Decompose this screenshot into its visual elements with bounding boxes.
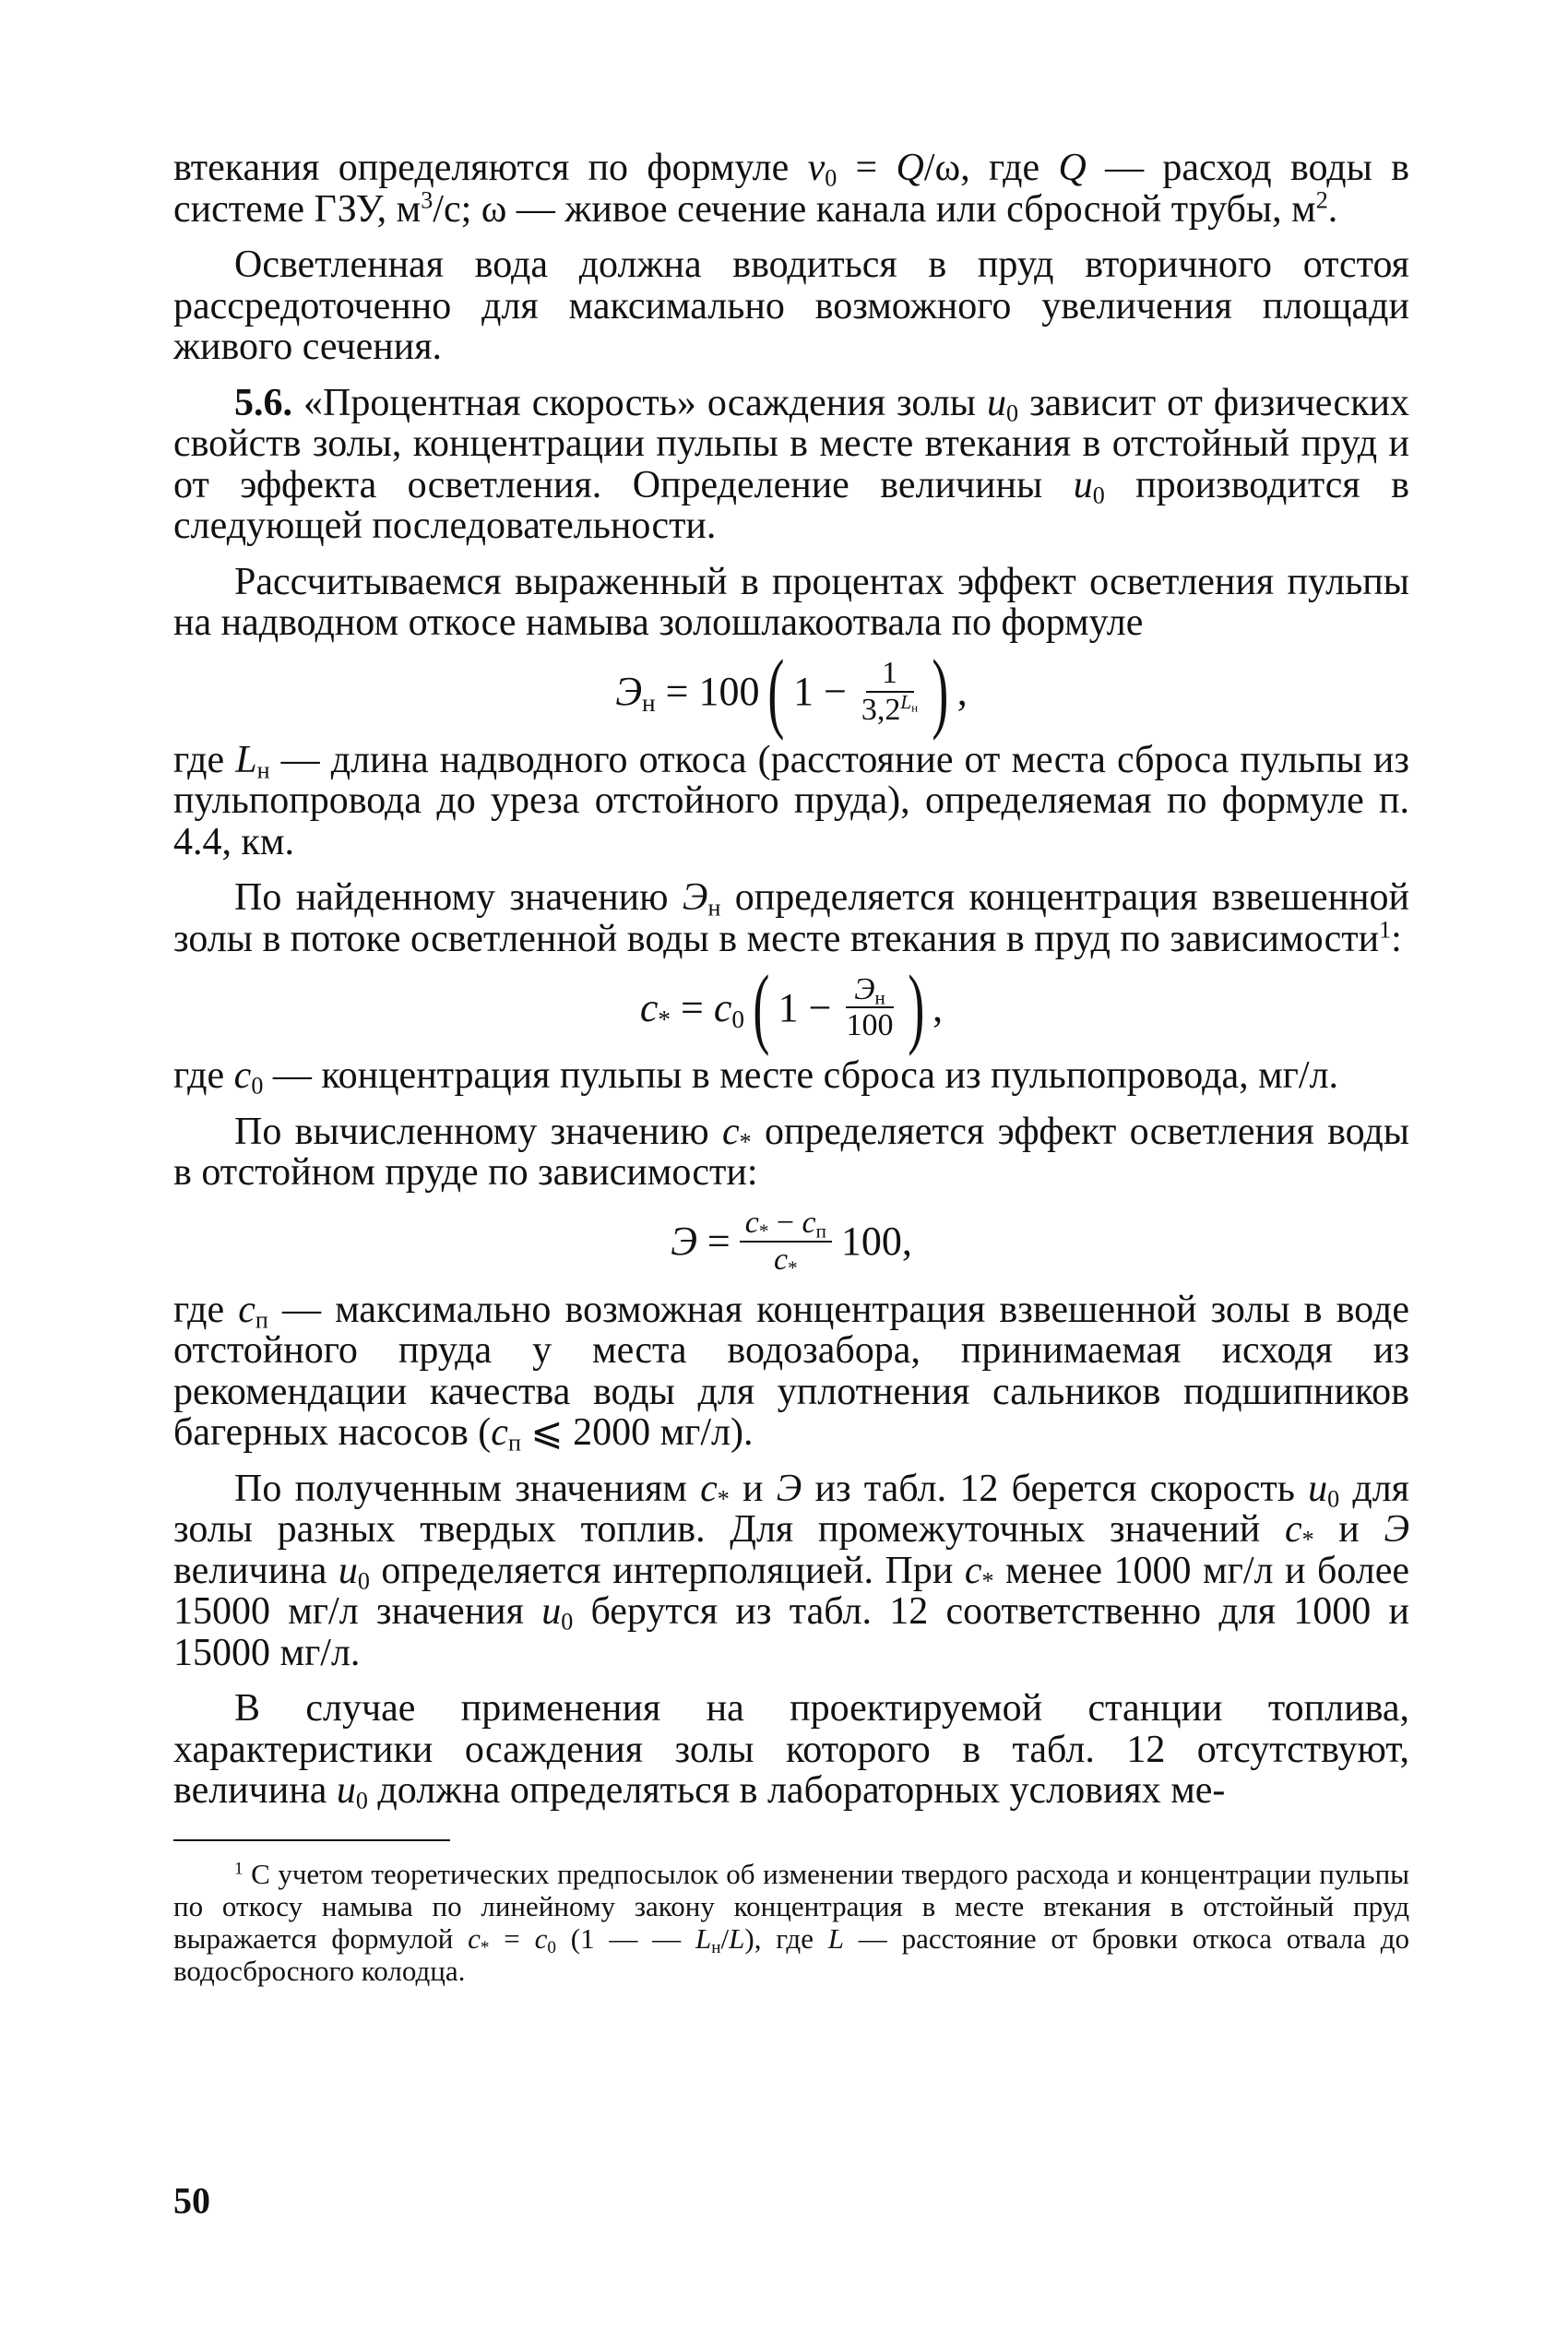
formula-clarification-effect: $Э_н = 100$ ( 1 − $\frac{1}{3,2^{L_н}}$ ) , [615, 641, 968, 742]
fraction: $\frac{Э_н}{100}$ [846, 971, 894, 1042]
paragraph-table-12: По полученным значениям $c_*$ и Э из табл. 12 берется скорость $u_0$ для золы разных твердых топлив. Для промежуточных значений $c_*$ и Э величина $u_0$ определяется интерполяцией. При $c_*$ менее 1000 мг/л и более 15000 мг/л значения $u_0$ берутся из табл. 12 соответственно для 1000 и 15000 мг/л. [173, 1467, 1410, 1674]
paragraph-concentration: По найденному значению $Э_н$ определяется концентрация взвешенной золы в потоке осветленной воды в месте втекания в пруд по зависимости$^1$: [173, 876, 1409, 960]
page-number: 50 [173, 2180, 210, 2221]
paragraph-clarification-effect: Рассчитываемся выраженный в процентах эффект осветления пульпы на надводном откосе намыва золошлакоотвала по формуле [173, 560, 1409, 644]
paragraph-slope-length: где $L_н$ — длина надводного откоса (расстояние от места сброса пульпы из пульпопровода до уреза отстойного пруда), определяемая по формуле п. 4.4, км. [173, 738, 1409, 863]
formula-concentration: $c_* = c_0$ ( 1 − $\frac{Э_н}{100}$ ) , [639, 957, 944, 1057]
footnote-divider [173, 1839, 450, 1841]
paragraph-new-fuel: В случае применения на проектируемой станции топлива, характеристики осаждения золы которого в табл. 12 отсутствуют, величина $u_0$ должна определяться в лабораторных условиях ме- [173, 1687, 1409, 1814]
footnote: $^1$ С учетом теоретических предпосылок об изменении твердого расхода и концентрации пульпы по откосу намыва по линейному закону концентрация в месте втекания в отстойный пруд выражается формулой $c_* = c_0$ (1 — — $L_н/L$), где L — расстояние от бровки откоса отвала до водосбросного колодца. [173, 1857, 1410, 1987]
paragraph-clarified-water: Осветленная вода должна вводиться в пруд вторичного отстоя рассредоточенно для максимально возможного увеличения площади живого сечения. [173, 244, 1409, 368]
formula-pond-effect: Э = $\frac{c_* - c_п}{c_*}$ 100, [671, 1206, 912, 1279]
paragraph-clarification-pond: По вычисленному значению $c_*$ определяется эффект осветления воды в отстойном пруде по зависимости: [173, 1110, 1410, 1194]
fraction: $\frac{c_* - c_п}{c_*}$ [740, 1206, 832, 1277]
paragraph-flow-velocity: втекания определяются по формуле $v_0 = Q/\omega$, где Q — расход воды в системе ГЗУ, $м^3/с$; ω — живое сечение канала или сбросной трубы, $м^2$. [173, 147, 1410, 231]
paragraph-c0-definition: где $c_0$ — концентрация пульпы в месте сброса из пульпопровода, мг/л. [173, 1054, 1339, 1100]
paragraph-cp-definition: где $c_п$ — максимально возможная концентрация взвешенной золы в воде отстойного пруда у места водозабора, принимаемая исходя из рекомендации качества воды для уплотнения сальников подшипников багерных насосов ($c_п$ ⩽ 2000 мг/л). [173, 1288, 1409, 1457]
paragraph-5-6: 5.6. «Процентная скорость» осаждения золы $u_0$ зависит от физических свойств золы, концентрации пульпы в месте втекания в отстойный пруд и от эффекта осветления. Определение величины $u_0$ производится в следующей последовательности. [173, 381, 1409, 547]
page-body [173, 148, 1409, 1987]
fraction: $\frac{1}{3,2^{L_н}}$ [861, 656, 919, 727]
